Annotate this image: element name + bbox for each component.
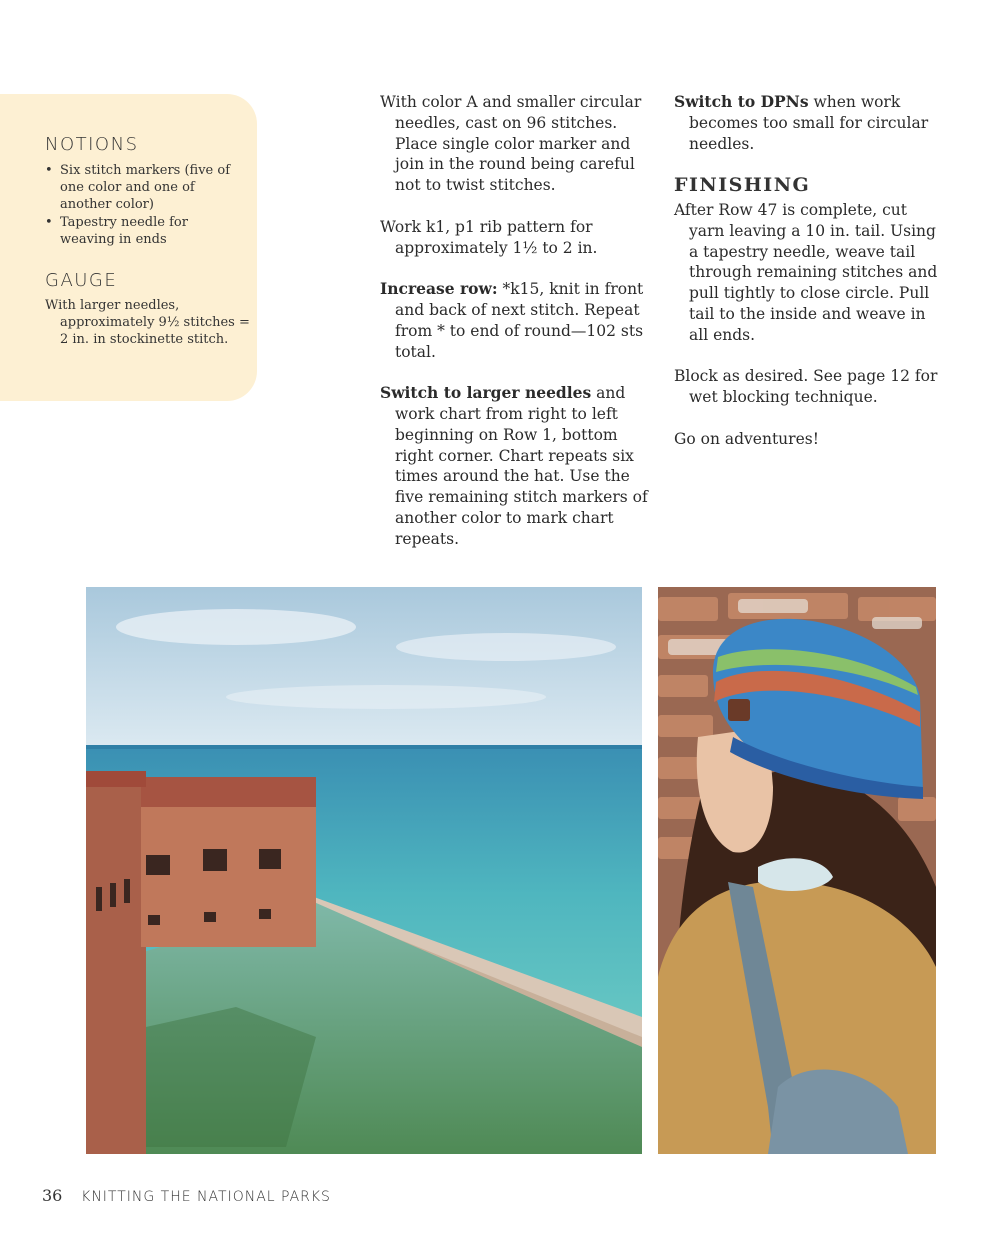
fort-moat-photo <box>86 587 642 1154</box>
dpns-label: Switch to DPNs <box>674 92 809 111</box>
gauge-heading: GAUGE <box>45 270 118 291</box>
notions-heading: NOTIONS <box>45 134 139 155</box>
larger-needles-label: Switch to larger needles <box>380 383 592 403</box>
woman-in-hat-photo <box>658 587 936 1154</box>
larger-needles-text: and work chart from right to left beginning on Row 1, bottom right corner. Chart repeats six times around the hat. Use the five remaining stitch markers of another color to mark chart repeats. <box>395 384 648 548</box>
blocking-paragraph: Block as desired. See page 12 for wet blocking technique. <box>674 367 938 407</box>
larger-needles-paragraph <box>380 383 652 549</box>
dpns-text: when work becomes too small for circular needles. <box>689 93 929 153</box>
gauge-text: With larger needles, approximately 9½ stitches = 2 in. in stockinette stitch. <box>45 298 250 347</box>
finishing-paragraph: After Row 47 is complete, cut yarn leaving a 10 in. tail. Using a tapestry needle, weave tail through remaining stitches and pull tightly to close circle. Pull tail to the inside and weave in all ends. <box>674 200 938 344</box>
increase-row-label: Increase row: <box>380 279 498 299</box>
rib-paragraph: Work k1, p1 rib pattern for approximately 1½ to 2 in. <box>380 217 598 257</box>
increase-row-paragraph <box>380 279 652 362</box>
notions-list <box>45 162 245 249</box>
instructions-column-2 <box>674 92 946 470</box>
page-footer <box>42 1186 331 1205</box>
increase-row-text: *k15, knit in front and back of next stitch. Repeat from * to end of round—102 sts total. <box>395 280 644 361</box>
notions-gauge-sidebar <box>0 94 257 401</box>
adventures-paragraph: Go on adventures! <box>674 429 819 448</box>
fort-moat-illustration <box>86 587 642 1154</box>
woman-in-hat-illustration <box>658 587 936 1154</box>
cast-on-paragraph: With color A and smaller circular needles, cast on 96 stitches. Place single color marker and join in the round being careful not to twist stitches. <box>380 93 642 195</box>
instructions-column-1 <box>380 92 652 570</box>
dpns-paragraph <box>674 92 946 154</box>
notions-item-needle: • Tapestry needle for weaving in ends <box>45 214 245 248</box>
notions-item-markers: • Six stitch markers (five of one color and one of another color) <box>45 162 245 213</box>
finishing-heading: FINISHING <box>674 174 811 197</box>
running-title: KNITTING THE NATIONAL PARKS <box>81 1189 331 1205</box>
page-number: 36 <box>42 1186 63 1205</box>
